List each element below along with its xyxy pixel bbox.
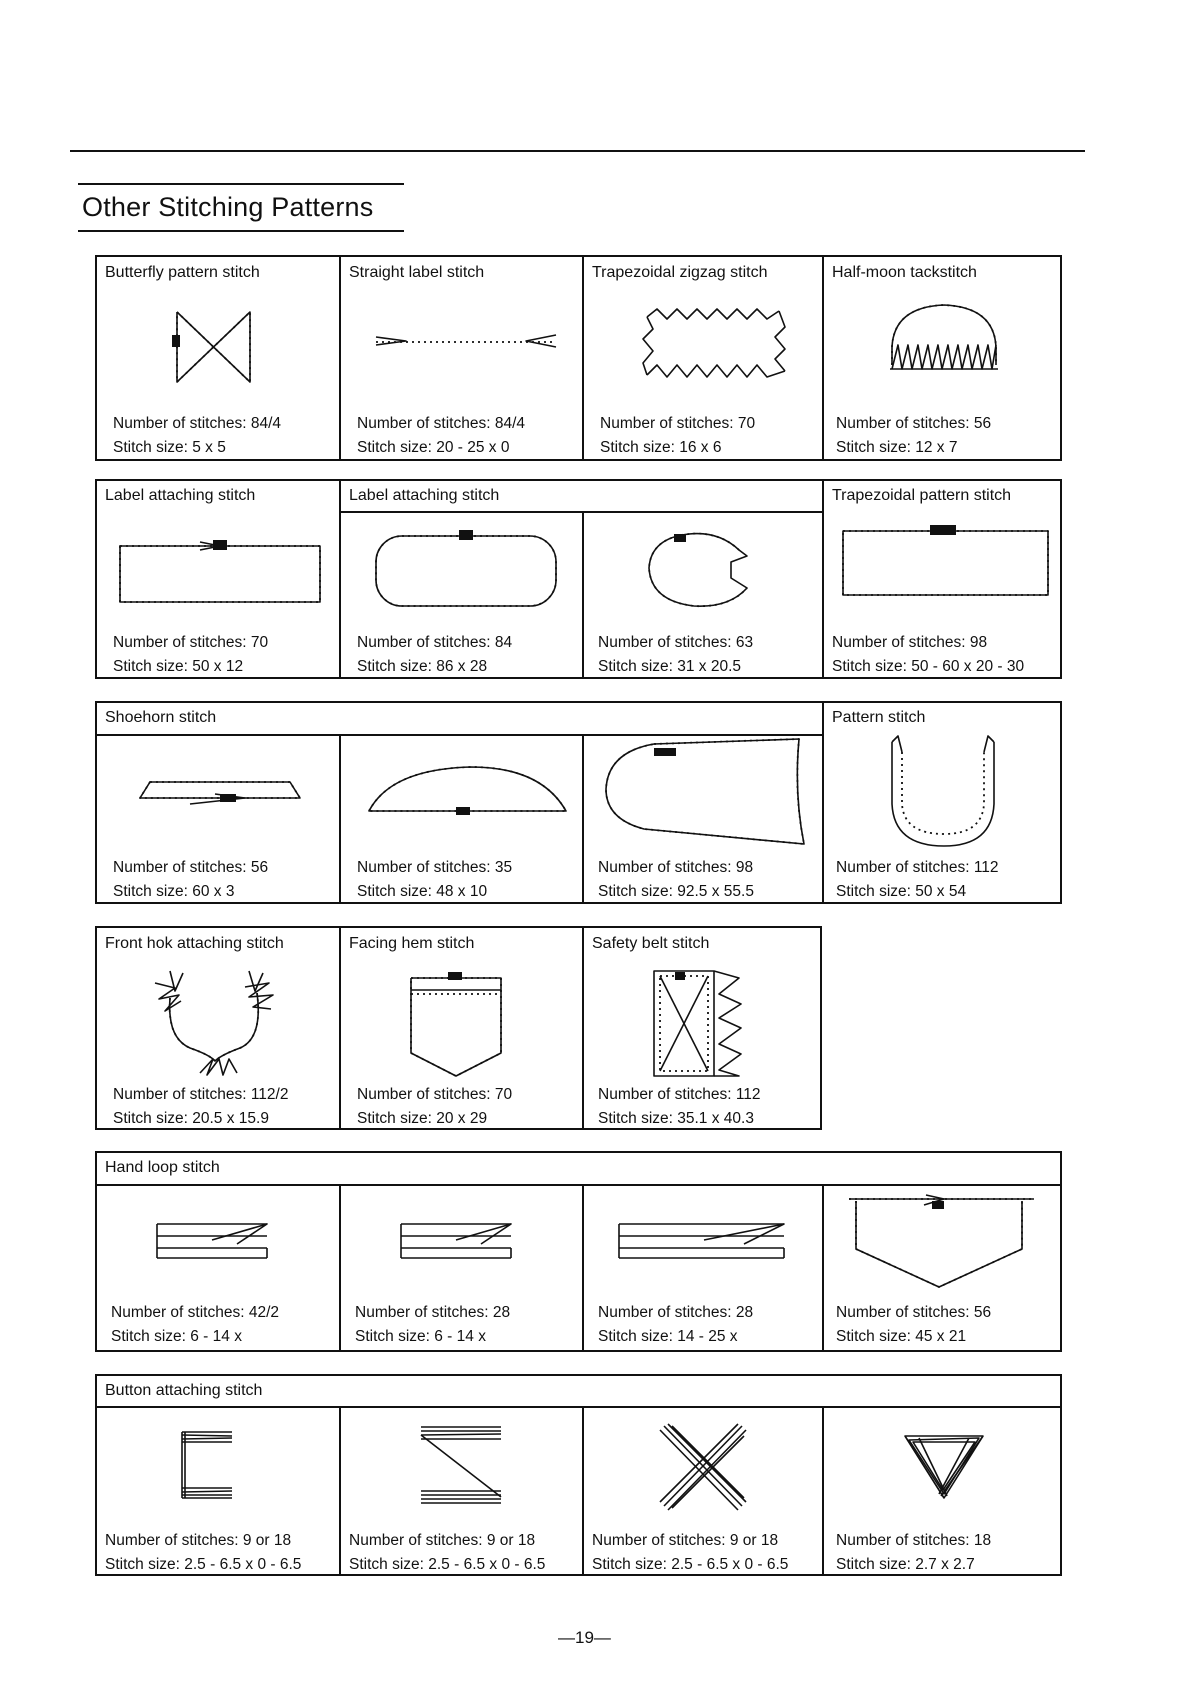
stitch-size: Stitch size: 50 x 54 [836, 883, 967, 900]
pattern-name: Safety belt stitch [592, 935, 710, 952]
pattern-info [357, 1083, 512, 1131]
pattern-name: Front hok attaching stitch [105, 935, 284, 952]
pattern-cell [584, 511, 822, 677]
shoehorn-dome-icon [361, 759, 571, 819]
stitch-count: Number of stitches: 56 [836, 415, 992, 432]
stitch-size: Stitch size: 2.5 - 6.5 x 0 - 6.5 [349, 1556, 546, 1573]
pattern-info [357, 856, 512, 904]
stitch-count: Number of stitches: 112 [598, 1086, 761, 1103]
hand-loop-pentagon-icon [844, 1189, 1039, 1294]
pattern-info [592, 1529, 788, 1577]
stitch-size: Stitch size: 45 x 21 [836, 1328, 967, 1345]
row-2-group [95, 479, 1062, 679]
pattern-info [113, 631, 268, 679]
pattern-info [357, 412, 525, 460]
pattern-info [598, 856, 754, 904]
stitch-size: Stitch size: 5 x 5 [113, 439, 226, 456]
pattern-info [105, 1529, 301, 1577]
pattern-cell [341, 1406, 582, 1574]
pattern-name: Facing hem stitch [349, 935, 475, 952]
stitch-size: Stitch size: 2.7 x 2.7 [836, 1556, 975, 1573]
label-rectangle-icon [115, 536, 325, 606]
pattern-cell [824, 481, 1060, 677]
stitch-count: Number of stitches: 98 [832, 634, 988, 651]
pattern-cell [97, 1406, 339, 1574]
pattern-cell [584, 734, 822, 902]
stitch-count: Number of stitches: 112/2 [113, 1086, 289, 1103]
row-1-group [95, 255, 1062, 461]
label-c-shape-icon [639, 526, 759, 611]
facing-hem-icon [406, 968, 506, 1083]
pattern-cell [824, 1406, 1060, 1574]
stitch-size: Stitch size: 2.5 - 6.5 x 0 - 6.5 [592, 1556, 789, 1573]
pattern-cell [341, 257, 582, 459]
stitch-size: Stitch size: 20.5 x 15.9 [113, 1110, 269, 1127]
stitch-size: Stitch size: 31 x 20.5 [598, 658, 742, 675]
pattern-info [113, 856, 268, 904]
button-triangle-icon [899, 1426, 989, 1506]
pattern-info [357, 631, 512, 679]
stitch-count: Number of stitches: 9 or 18 [592, 1532, 779, 1549]
pattern-cell [584, 1406, 822, 1574]
row-3-group [95, 701, 1062, 904]
stitch-count: Number of stitches: 63 [598, 634, 754, 651]
stitch-count: Number of stitches: 70 [600, 415, 756, 432]
stitch-count: Number of stitches: 84/4 [113, 415, 281, 432]
group-header: Label attaching stitch [349, 487, 500, 504]
pattern-info [600, 412, 755, 460]
pattern-info [836, 1301, 991, 1349]
stitch-size: Stitch size: 50 x 12 [113, 658, 244, 675]
group-header: Label attaching stitch [105, 487, 256, 504]
stitch-count: Number of stitches: 35 [357, 859, 513, 876]
pattern-info [836, 856, 999, 904]
group-header: Hand loop stitch [105, 1159, 220, 1176]
stitch-size: Stitch size: 20 - 25 x 0 [357, 439, 510, 456]
pattern-cell [97, 734, 339, 902]
pattern-cell [341, 1184, 582, 1350]
butterfly-pattern-icon [162, 307, 262, 397]
u-pattern-icon [884, 734, 1004, 854]
pattern-name: Straight label stitch [349, 264, 485, 281]
group-header: Pattern stitch [832, 709, 926, 726]
pattern-name: Butterfly pattern stitch [105, 264, 260, 281]
row-5-group [95, 1151, 1062, 1352]
pattern-cell [824, 734, 1060, 902]
stitch-size: Stitch size: 20 x 29 [357, 1110, 488, 1127]
pattern-cell [97, 257, 339, 459]
front-hook-icon [145, 963, 285, 1078]
page-title: Other Stitching Patterns [82, 192, 374, 222]
stitch-size: Stitch size: 92.5 x 55.5 [598, 883, 754, 900]
pattern-info [836, 412, 991, 460]
hand-loop-small-icon [152, 1214, 272, 1264]
shoehorn-large-icon [594, 734, 814, 854]
pattern-info [355, 1301, 510, 1349]
stitch-size: Stitch size: 48 x 10 [357, 883, 488, 900]
trapezoidal-zigzag-icon [639, 307, 789, 382]
stitch-size: Stitch size: 50 - 60 x 20 - 30 [832, 658, 1025, 675]
half-moon-icon [884, 297, 1004, 387]
title-rule-top [78, 183, 404, 185]
pattern-info [349, 1529, 545, 1577]
pattern-cell [824, 257, 1060, 459]
pattern-info [832, 631, 1024, 679]
group-header: Shoehorn stitch [105, 709, 217, 726]
title-rule-bottom [78, 230, 404, 232]
button-z-shape-icon [416, 1421, 506, 1511]
trapezoidal-pattern-icon [838, 521, 1053, 601]
shoehorn-flat-icon [135, 774, 305, 814]
pattern-cell [97, 481, 339, 677]
row-4-group [95, 926, 822, 1130]
group-header: Button attaching stitch [105, 1382, 263, 1399]
page-number: —19— [558, 1628, 611, 1647]
stitch-count: Number of stitches: 28 [355, 1304, 511, 1321]
pattern-info [598, 631, 753, 679]
pattern-name: Trapezoidal zigzag stitch [592, 264, 768, 281]
pattern-info [113, 1083, 288, 1131]
stitch-size: Stitch size: 86 x 28 [357, 658, 488, 675]
pattern-cell [341, 734, 582, 902]
stitch-count: Number of stitches: 56 [836, 1304, 992, 1321]
stitch-size: Stitch size: 14 - 25 x [598, 1328, 738, 1345]
pattern-cell [97, 928, 339, 1128]
stitch-count: Number of stitches: 9 or 18 [349, 1532, 536, 1549]
pattern-cell [97, 1184, 339, 1350]
pattern-cell [584, 257, 822, 459]
stitch-count: Number of stitches: 56 [113, 859, 269, 876]
hand-loop-medium-icon [396, 1214, 516, 1264]
pattern-cell [584, 928, 820, 1128]
pattern-cell [824, 1184, 1060, 1350]
row-6-group [95, 1374, 1062, 1576]
top-rule [70, 150, 1085, 152]
stitch-count: Number of stitches: 18 [836, 1532, 992, 1549]
pattern-info [111, 1301, 279, 1349]
pattern-info [598, 1301, 753, 1349]
button-c-shape-icon [172, 1426, 242, 1506]
pattern-info [598, 1083, 761, 1131]
stitch-count: Number of stitches: 98 [598, 859, 754, 876]
stitch-count: Number of stitches: 28 [598, 1304, 754, 1321]
stitch-size: Stitch size: 6 - 14 x [355, 1328, 486, 1345]
safety-belt-icon [649, 966, 759, 1081]
stitch-count: Number of stitches: 70 [113, 634, 269, 651]
stitch-count: Number of stitches: 84 [357, 634, 513, 651]
stitch-size: Stitch size: 2.5 - 6.5 x 0 - 6.5 [105, 1556, 302, 1573]
pattern-name: Half-moon tackstitch [832, 264, 977, 281]
stitch-count: Number of stitches: 9 or 18 [105, 1532, 292, 1549]
stitch-size: Stitch size: 60 x 3 [113, 883, 235, 900]
label-rounded-icon [371, 526, 561, 611]
stitch-size: Stitch size: 35.1 x 40.3 [598, 1110, 754, 1127]
pattern-info [113, 412, 281, 460]
stitch-count: Number of stitches: 84/4 [357, 415, 525, 432]
hand-loop-long-icon [614, 1214, 789, 1264]
button-x-shape-icon [654, 1418, 754, 1518]
stitch-count: Number of stitches: 70 [357, 1086, 513, 1103]
pattern-info [836, 1529, 991, 1577]
stitch-count: Number of stitches: 42/2 [111, 1304, 279, 1321]
pattern-cell [341, 928, 582, 1128]
stitch-count: Number of stitches: 112 [836, 859, 999, 876]
pattern-cell [584, 1184, 822, 1350]
pattern-cell [341, 511, 582, 677]
stitch-size: Stitch size: 12 x 7 [836, 439, 958, 456]
straight-label-icon [371, 327, 561, 357]
stitch-size: Stitch size: 16 x 6 [600, 439, 722, 456]
stitch-size: Stitch size: 6 - 14 x [111, 1328, 242, 1345]
group-header: Trapezoidal pattern stitch [832, 487, 1012, 504]
